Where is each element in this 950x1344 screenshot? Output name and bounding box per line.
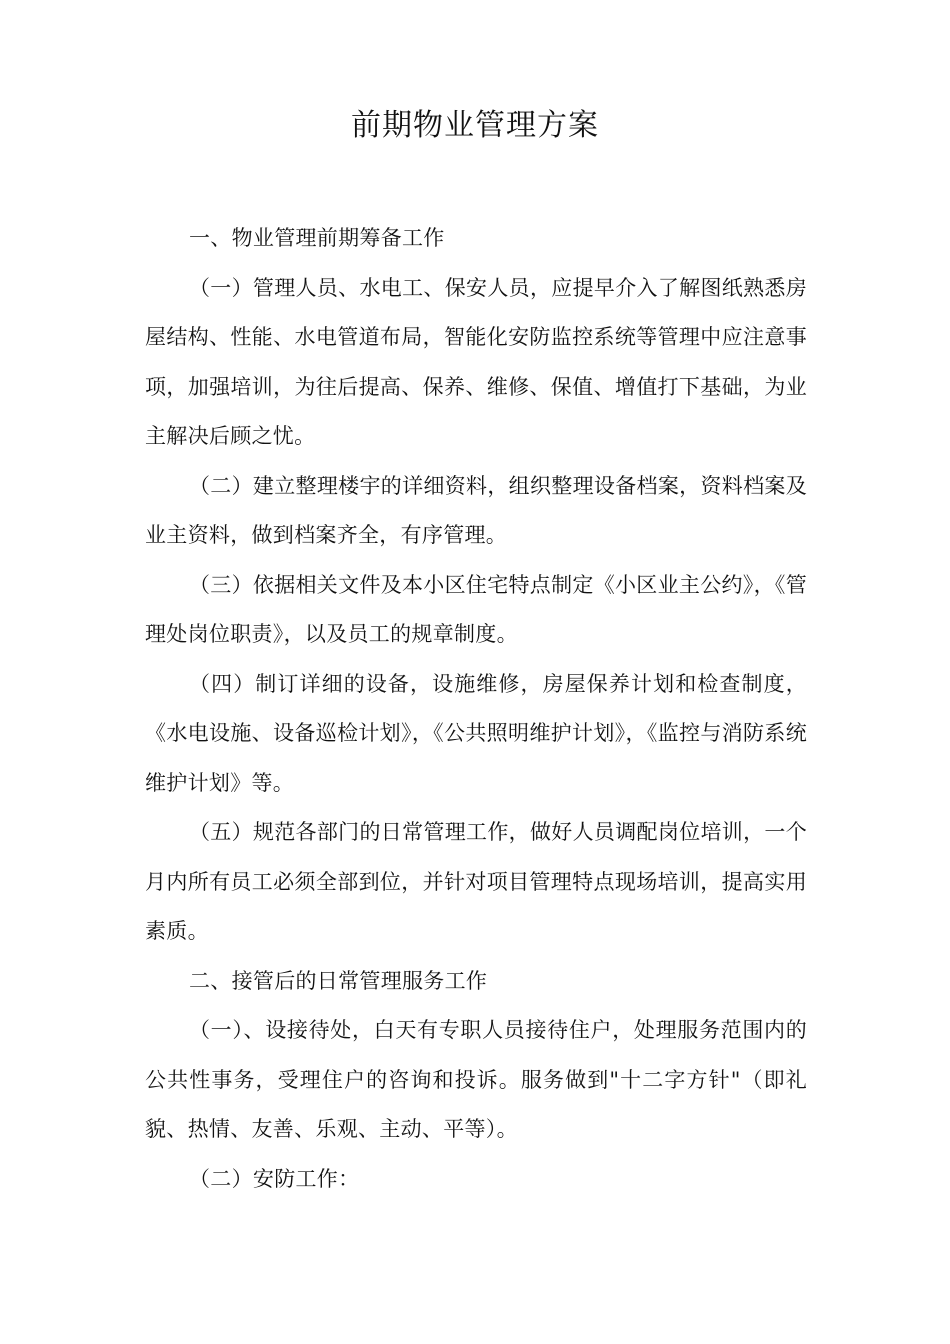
paragraph-item-5: （五）规范各部门的日常管理工作，做好人员调配岗位培训，一个月内所有员工必须全部到位，并针对项目管理特点现场培训，提高实用素质。: [145, 820, 807, 943]
paragraph-item-2: （二）建立整理楼宇的详细资料，组织整理设备档案，资料档案及业主资料，做到档案齐全，有序管理。: [145, 473, 807, 547]
document-title: 前期物业管理方案: [351, 108, 599, 143]
paragraph-item-3: （三）依据相关文件及本小区住宅特点制定《小区业主公约》，《管理处岗位职责》，以及员工的规章制度。: [145, 572, 807, 646]
document-body: [145, 214, 807, 1204]
section-heading-2: 二、接管后的日常管理服务工作: [189, 968, 488, 993]
paragraph-item-6: （一）、设接待处，白天有专职人员接待住户，处理服务范围内的公共性事务，受理住户的咨询和投诉。服务做到"十二字方针"（即礼貌、热情、友善、乐观、主动、平等）。: [145, 1018, 807, 1141]
paragraph-item-4: （四）制订详细的设备，设施维修，房屋保养计划和检查制度，《水电设施、设备巡检计划》，《公共照明维护计划》，《监控与消防系统维护计划》等。: [145, 671, 807, 795]
paragraph-item-1: （一）管理人员、水电工、保安人员，应提早介入了解图纸熟悉房屋结构、性能、水电管道布局，智能化安防监控系统等管理中应注意事项，加强培训，为往后提高、保养、维修、保值、增值打下基础，为业主解决后顾之忧。: [145, 275, 807, 448]
section-heading-1: 一、物业管理前期筹备工作: [189, 226, 445, 250]
paragraph-item-7: （二）安防工作：: [189, 1166, 360, 1191]
